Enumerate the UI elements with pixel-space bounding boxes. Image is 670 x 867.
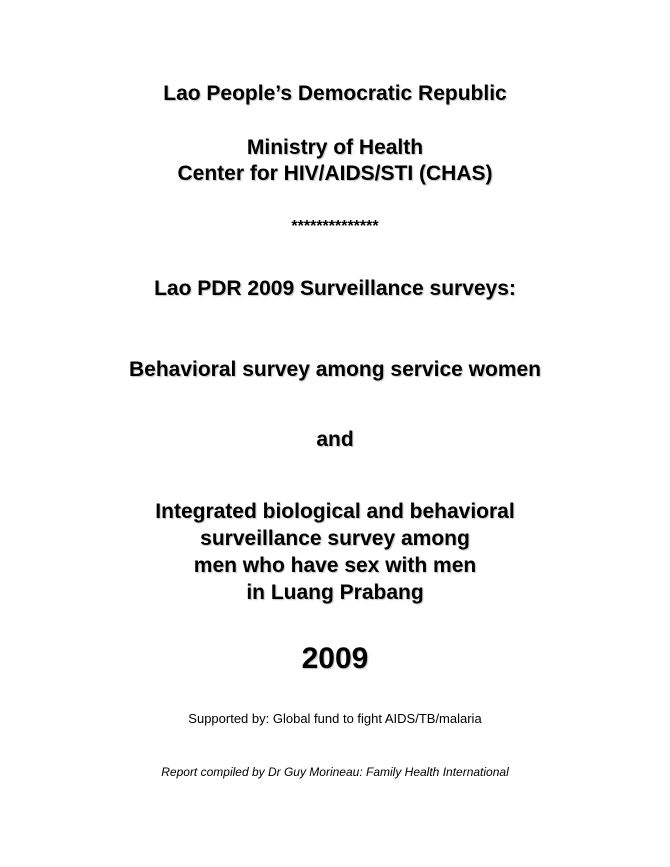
conjunction-text: and — [316, 428, 354, 451]
supported-by-text: Supported by: Global fund to fight AIDS/TB/malaria — [188, 711, 482, 726]
survey-two-line-4: in Luang Prabang — [246, 581, 424, 604]
survey-one-title: Behavioral survey among service women — [128, 358, 541, 381]
compiled-by-text: Report compiled by Dr Guy Morineau: Family Health International — [161, 765, 509, 779]
report-year: 2009 — [301, 642, 369, 675]
center-heading: Center for HIV/AIDS/STI (CHAS) — [177, 162, 493, 185]
survey-two-line-1: Integrated biological and behavioral — [155, 500, 515, 523]
survey-two-line-2: surveillance survey among — [200, 527, 470, 550]
ministry-heading: Ministry of Health — [246, 136, 424, 159]
survey-two-line-3: men who have sex with men — [193, 554, 477, 577]
report-title: Lao PDR 2009 Surveillance surveys: — [154, 277, 516, 300]
separator: ************** — [291, 218, 379, 235]
country-heading: Lao People’s Democratic Republic — [163, 82, 507, 105]
